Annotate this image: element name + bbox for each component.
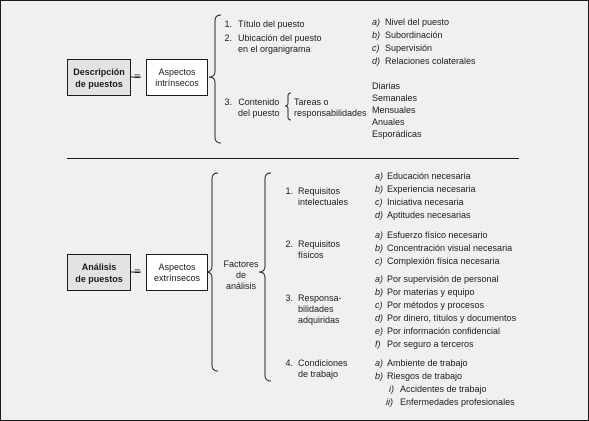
brace-tareas: [285, 93, 291, 120]
factores-label: Factores de análisis: [223, 259, 259, 291]
subitem-letter: c): [372, 43, 380, 53]
item-letter: c): [375, 197, 383, 207]
subitem-letter: b): [372, 30, 381, 40]
group-number: 3.: [285, 293, 293, 303]
item-label: Por dinero, títulos y documentos: [387, 313, 517, 323]
item-label: Por materias y equipo: [387, 287, 475, 297]
item-letter: a): [375, 230, 384, 240]
item-label: Riesgos de trabajo: [387, 371, 463, 381]
item-number: 3.: [224, 97, 232, 107]
item-label: Por seguro a terceros: [387, 339, 474, 349]
item-label: Ubicación del puesto en el organigrama: [238, 33, 322, 54]
item-letter: e): [375, 326, 384, 336]
item-letter: b): [375, 287, 384, 297]
risk-letter: i): [389, 384, 394, 394]
subitem-letter: a): [372, 17, 381, 27]
item-label: Iniciativa necesaria: [387, 197, 464, 207]
aspectos-intrinsecos-label: Aspectos intrínsecos: [155, 66, 199, 88]
item-label: Experiencia necesaria: [387, 184, 476, 194]
item-letter: c): [375, 300, 383, 310]
item-number: 1.: [224, 19, 232, 29]
item-letter: d): [375, 313, 384, 323]
item-label: Ambiente de trabajo: [387, 358, 468, 368]
item-letter: b): [375, 371, 384, 381]
item-letter: d): [375, 210, 384, 220]
item-letter: f): [375, 339, 381, 349]
aspectos-extrinsecos-box: [146, 254, 208, 291]
frequency-item: Esporádicas: [372, 129, 422, 139]
descripcion-label: Descripción de puestos: [73, 66, 125, 89]
subitem-label: Nivel del puesto: [385, 17, 450, 27]
subitem-label: Subordinación: [385, 30, 443, 40]
group-label: Requisitos intelectuales: [298, 186, 349, 207]
risk-label: Accidentes de trabajo: [400, 384, 487, 394]
frequency-item: Anuales: [372, 117, 405, 127]
item-letter: a): [375, 358, 384, 368]
item-letter: b): [375, 243, 384, 253]
item-letter: c): [375, 256, 383, 266]
frequency-item: Semanales: [372, 93, 418, 103]
item-number: 2.: [224, 33, 232, 43]
group-number: 1.: [285, 186, 293, 196]
equals-sign: =: [134, 266, 141, 278]
analisis-label: Análisis de puestos: [75, 261, 123, 284]
frequency-item: Diarias: [372, 81, 401, 91]
aspectos-intrinsecos-box: [146, 59, 208, 96]
item-label: Educación necesaria: [387, 171, 471, 181]
item-label: Complexión física necesaria: [387, 256, 500, 266]
brace-factores: [259, 173, 271, 381]
item-label: Por información confidencial: [387, 326, 501, 336]
descripcion-box: [67, 59, 131, 96]
group-number: 4.: [285, 358, 293, 368]
group-label: Requisitos físicos: [298, 239, 341, 260]
subitem-label: Supervisión: [385, 43, 433, 53]
item-label: Aptitudes necesarias: [387, 210, 471, 220]
group-label: Responsa- bilidades adquiridas: [298, 293, 342, 325]
item-letter: a): [375, 274, 384, 284]
item-label: Título del puesto: [238, 19, 305, 29]
item-label: Por supervisión de personal: [387, 274, 499, 284]
analisis-box: [67, 254, 131, 291]
frequency-item: Mensuales: [372, 105, 416, 115]
section-divider: [67, 158, 519, 159]
aspectos-extrinsecos-label: Aspectos extrínsecos: [153, 261, 201, 283]
item-label: Contenido del puesto: [238, 97, 280, 118]
item-label: Esfuerzo físico necesario: [387, 230, 488, 240]
item-label: Por métodos y procesos: [387, 300, 485, 310]
group-label: Condiciones de trabajo: [298, 358, 348, 379]
group-number: 2.: [285, 239, 293, 249]
subitem-label: Relaciones colaterales: [385, 56, 476, 66]
tareas-label: Tareas o responsabilidades: [294, 97, 367, 118]
item-letter: a): [375, 171, 384, 181]
equals-sign: =: [134, 71, 141, 83]
item-label: Concentración visual necesaria: [387, 243, 513, 253]
subitem-letter: d): [372, 56, 381, 66]
risk-label: Enfermedades profesionales: [400, 397, 515, 407]
item-letter: b): [375, 184, 384, 194]
risk-letter: ii): [386, 397, 393, 407]
